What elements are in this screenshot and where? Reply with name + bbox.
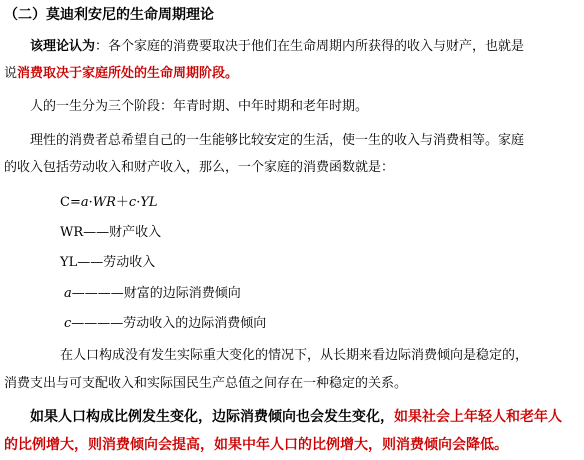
def-c-symbol: c	[64, 316, 72, 331]
def-yl: YL——劳动收入	[60, 255, 156, 270]
def-c	[64, 313, 266, 335]
theory-cont-prefix: 说	[4, 66, 18, 81]
formula-wr: WR	[92, 195, 116, 210]
formula-yl: YL	[140, 195, 158, 210]
formula-c: c	[128, 195, 137, 210]
def-a	[64, 283, 241, 305]
formula-plus: ＋	[115, 195, 129, 210]
stages-text: 人的一生分为三个阶段：年青时期、中年时期和老年时期。	[30, 99, 369, 114]
rational-line-2: 的收入包括劳动收入和财产收入，那么，一个家庭的消费函数就是：	[4, 160, 395, 175]
conclusion-line-2: 的比例增大，则消费倾向会提高，如果中年人口的比例增大，则消费倾向会降低。	[4, 437, 508, 453]
formula-dot-2: ·	[136, 195, 141, 210]
conclusion-line-1	[30, 406, 562, 428]
def-a-text: ————财富的边际消费倾向	[71, 286, 241, 301]
def-wr: WR——财产收入	[60, 225, 162, 240]
conclusion-red-1: 如果社会上年轻人和老年人	[394, 409, 562, 425]
formula-a: a	[80, 195, 89, 210]
rational-line-1: 理性的消费者总希望自己的一生能够比较安定的生活，使一生的收入与消费相等。家庭	[30, 133, 525, 148]
theory-lead-text: ：各个家庭的消费要取决于他们在生命周期内所获得的收入与财产，也就是	[95, 39, 525, 54]
consumption-formula	[60, 192, 158, 214]
conclusion-bold: 如果人口构成比例发生变化，边际消费倾向也会发生变化，	[30, 409, 394, 425]
theory-lead: 该理论认为	[30, 39, 96, 54]
def-c-text: ————劳动收入的边际消费倾向	[71, 316, 267, 331]
def-a-symbol: a	[64, 286, 72, 301]
formula-prefix: C=	[60, 195, 81, 210]
formula-dot-1: ·	[88, 195, 93, 210]
stable-line-2: 消费支出与可支配收入和实际国民生产总值之间存在一种稳定的关系。	[4, 376, 408, 391]
theory-line-1	[30, 36, 524, 58]
section-heading: （二）莫迪利安尼的生命周期理论	[4, 7, 214, 23]
theory-highlight: 消费取决于家庭所处的生命周期阶段。	[17, 66, 239, 81]
stable-line-1: 在人口构成没有发生实际重大变化的情况下，从长期来看边际消费倾向是稳定的，	[60, 348, 529, 363]
theory-line-2	[4, 63, 238, 85]
